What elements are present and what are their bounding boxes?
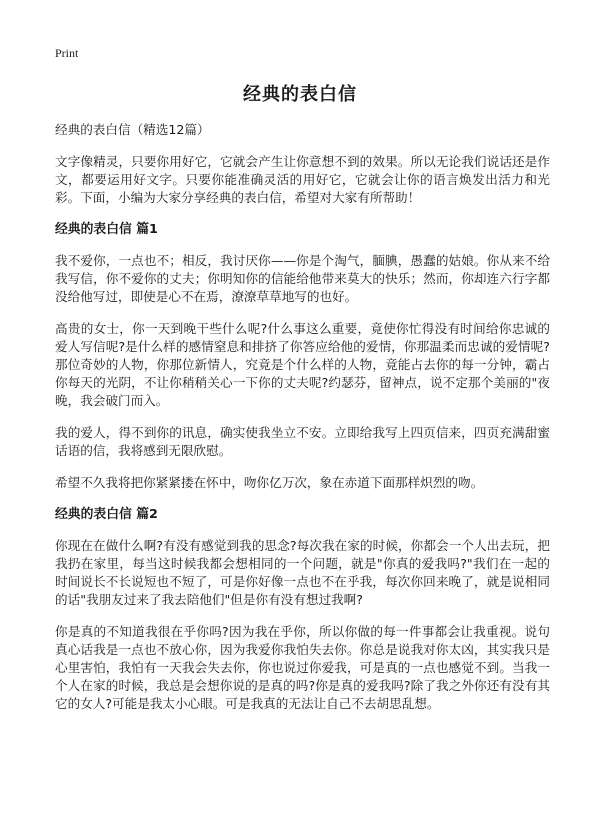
section-1	[55, 221, 550, 492]
document-subtitle: 经典的表白信（精选12篇）	[55, 122, 210, 137]
paragraph: 我不爱你，一点也不；相反，我讨厌你——你是个淘气，腼腆，愚蠢的姑娘。你从来不给我写信，你不爱你的丈夫；你明知你的信能给他带来莫大的快乐；然而，你却连六行字都没给他写过，即使是心不在焉，潦潦草草地写的也好。	[55, 253, 550, 304]
print-link[interactable]: Print	[55, 46, 79, 60]
paragraph: 我的爱人，得不到你的讯息，确实使我坐立不安。立即给我写上四页信来，四页充满甜蜜话语的信，我将感到无限欣慰。	[55, 425, 550, 458]
paragraph: 你是真的不知道我很在乎你吗?因为我在乎你，所以你做的每一件事都会让我重视。说句真心话我是一点也不放心你，因为我爱你我怕失去你。你总是说我对你太凶，其实我只是心里害怕，我怕有一天我会失去你，你也说过你爱我，可是真的一点也感觉不到。当我一个人在家的时候，我总是会想你说的是真的吗?你是真的爱我吗?除了我之外你还有没有其它的女人?可能是我太小心眼。可是我真的无法让自己不去胡思乱想。	[55, 624, 550, 711]
document-body	[55, 121, 550, 727]
intro-paragraph: 文字像精灵，只要你用好它，它就会产生让你意想不到的效果。所以无论我们说话还是作文，都要运用好文字。只要你能准确灵活的用好它，它就会让你的语言焕发出活力和光彩。下面，小编为大家分享经典的表白信，希望对大家有所帮助！	[55, 154, 550, 205]
paragraph: 高贵的女士，你一天到晚干些什么呢?什么事这么重要，竟使你忙得没有时间给你忠诚的爱人写信呢?是什么样的感情窒息和排挤了你答应给他的爱情，你那温柔而忠诚的爱情呢?那位奇妙的人物，你那位新情人，究竟是个什么样的人物，竟能占去你的每一分钟，霸占你每天的光阴，不让你稍稍关心一下你的丈夫呢?约瑟芬，留神点，说不定那个美丽的"夜晚，我会破门而入。	[55, 321, 550, 408]
page-title: 经典的表白信	[243, 84, 357, 105]
section-heading: 经典的表白信 篇2	[55, 507, 158, 522]
section-heading: 经典的表白信 篇1	[55, 222, 158, 237]
paragraph: 你现在在做什么啊?有没有感觉到我的思念?每次我在家的时候，你都会一个人出去玩，把我扔在家里，每当这时候我都会想相同的一个问题，就是"你真的爱我吗?"我们在一起的时间说长不长说短也不短了，可是你好像一点也不在乎我，每次你回来晚了，就是说相同的话"我朋友过来了我去陪他们"但是你有没有想过我啊?	[55, 538, 550, 607]
section-2	[55, 506, 550, 713]
paragraph: 希望不久我将把你紧紧搂在怀中，吻你亿万次，象在赤道下面那样炽烈的吻。	[55, 475, 484, 490]
